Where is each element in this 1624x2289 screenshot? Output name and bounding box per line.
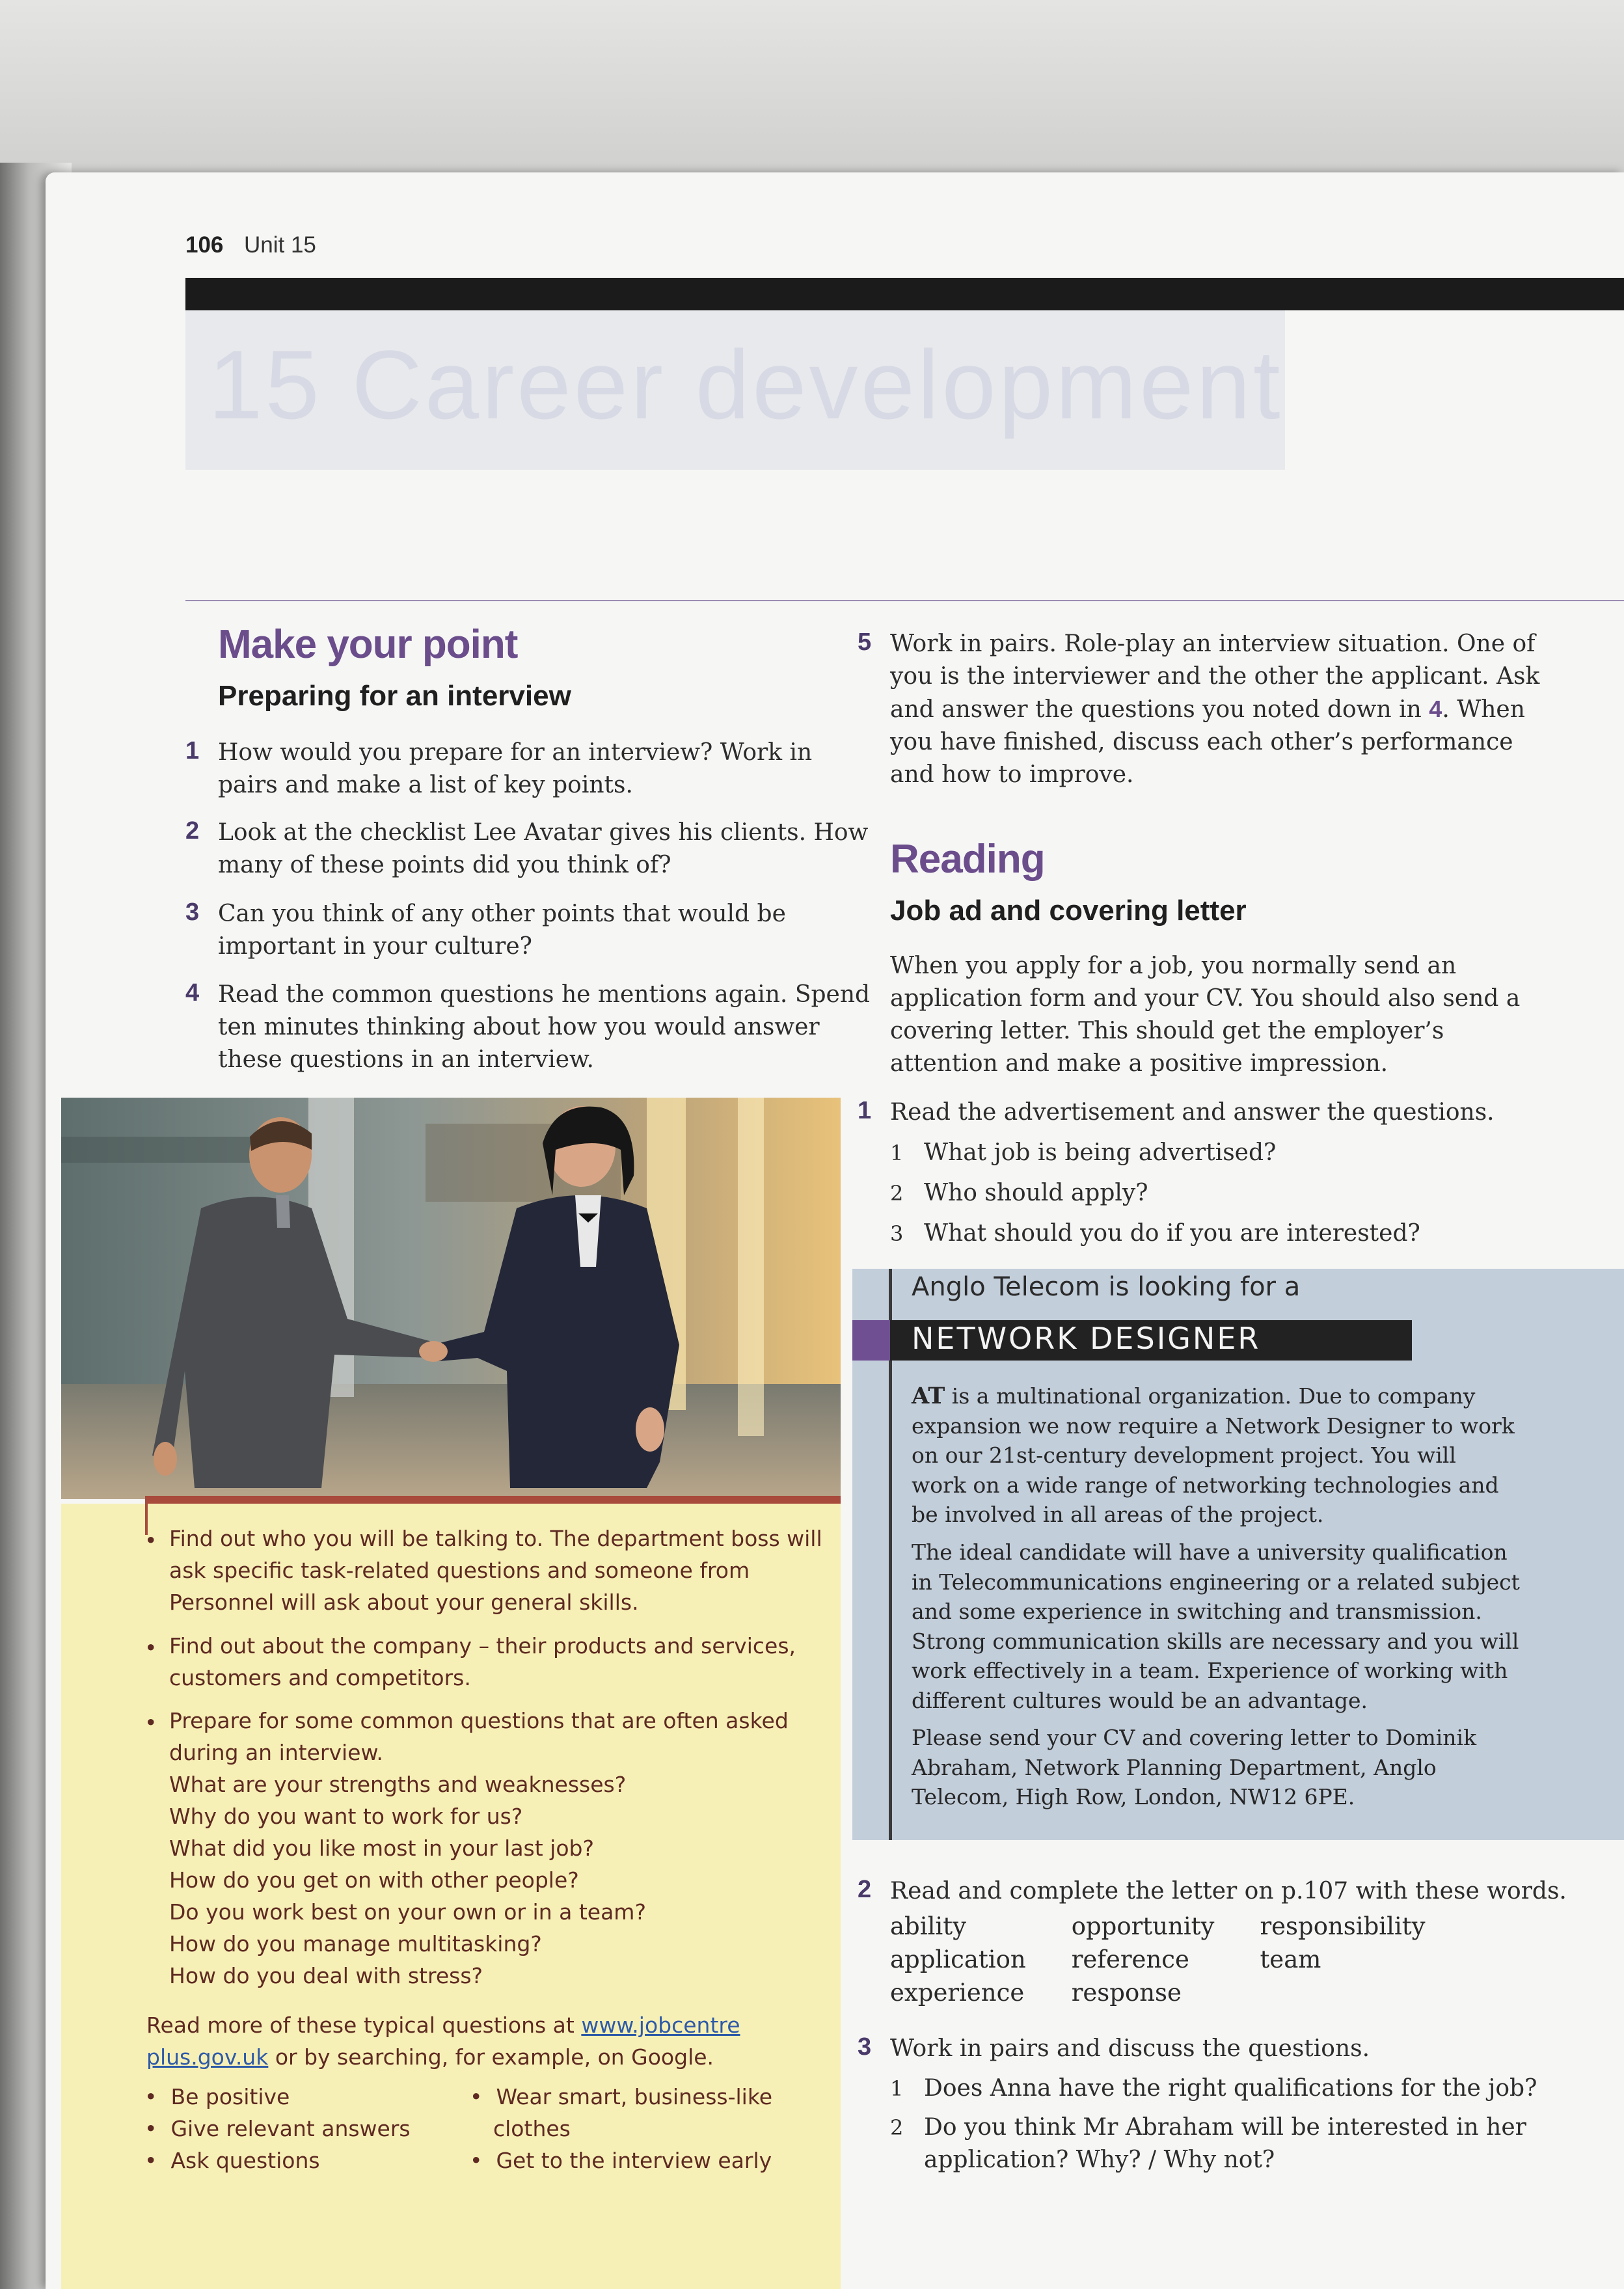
reading-task-3-items [890,2072,1537,2176]
question-number: 3 [858,2033,872,2061]
bullet-icon: • [144,2116,157,2141]
word: response [1071,1979,1182,2007]
word: application [890,1945,1026,1973]
checklist-point [169,1523,822,1618]
sub-question-number: 3 [890,1221,904,1246]
scan-background [0,0,1624,182]
question-number: 1 [185,737,200,765]
section-divider [185,600,1624,601]
sub-question [890,1137,1420,1169]
common-question: How do you get on with other people? [169,1867,579,1893]
reading-title: Reading [890,837,1045,882]
ad-paragraph-2 [912,1537,1582,1715]
ad-line: expansion we now require a Network Designer to work [912,1413,1515,1439]
ad-job-title: NETWORK DESIGNER [912,1321,1261,1356]
sub-question-number: 2 [890,2115,904,2140]
ad-line: in Telecommunications engineering or a related subject [912,1569,1520,1595]
word-bank [890,1910,1471,2009]
question-5-text: . When [1442,696,1525,723]
question-number: 3 [185,899,200,926]
tip-item [144,2113,411,2145]
company-initials: AT [912,1383,945,1409]
question-3-line: Can you think of any other points that would be [218,901,786,927]
tips-right [470,2081,772,2176]
read-more-text [146,2009,740,2073]
sub-question-text: Do you think Mr Abraham will be interested in her [924,2114,1526,2141]
reading-task-1-items [890,1137,1420,1250]
ad-line: and some experience in switching and transmission. [912,1599,1482,1624]
tip-item [144,2145,411,2176]
ad-line [912,1381,1582,1411]
word-row [890,1910,1471,1943]
ad-lead-text: Anglo Telecom is looking for a [912,1272,1301,1302]
ad-line: work effectively in a team. Experience of working with [912,1658,1508,1683]
tip-text: Wear smart, business-like [496,2084,773,2109]
question-number: 1 [858,1097,872,1124]
question-number: 5 [858,629,872,656]
question-1 [218,737,812,802]
make-your-point-title: Make your point [218,622,518,667]
tip-text: Ask questions [170,2148,320,2173]
checklist-point [169,1630,796,1694]
exercise-reference: 4 [1429,696,1442,722]
unit-label: Unit 15 [244,232,316,258]
reading-intro [890,950,1520,1080]
sub-question-text: What should you do if you are interested? [924,1220,1420,1247]
sub-question-text: What job is being advertised? [924,1139,1277,1166]
question-1-line: How would you prepare for an interview? Work in [218,739,813,766]
question-number: 2 [858,1876,872,1903]
page-number: 106 [185,232,224,258]
ad-line: Abraham, Network Planning Department, Anglo [912,1754,1437,1780]
word-row [890,1976,1471,2009]
ad-paragraph-3 [912,1723,1582,1812]
common-question: Why do you want to work for us? [169,1804,523,1829]
sub-question-text: Does Anna have the right qualifications for the job? [924,2075,1537,2102]
reading-subtitle: Job ad and covering letter [890,895,1247,927]
checklist-point [169,1705,789,1992]
reading-task-1: Read the advertisement and answer the questions. [890,1099,1495,1126]
word [1260,1976,1470,2009]
question-1-line: pairs and make a list of key points. [218,772,633,798]
ad-line: Please send your CV and covering letter to Dominik [912,1725,1477,1750]
ad-line: on our 21st-century development project. You will [912,1442,1456,1468]
word: reference [1071,1945,1189,1973]
ad-line: Telecom, High Row, London, NW12 6PE. [912,1784,1355,1809]
word: experience [890,1979,1025,2007]
question-2-line: Look at the checklist Lee Avatar gives his clients. How [218,819,869,846]
reading-task-2: Read and complete the letter on p.107 with these words. [890,1878,1567,1904]
sub-question [890,2111,1537,2144]
common-question: How do you deal with stress? [169,1963,483,1988]
sub-question-text: Who should apply? [924,1180,1148,1206]
question-4-line: Read the common questions he mentions again. Spend [218,981,871,1008]
sub-question [890,2072,1537,2105]
tip-text: Be positive [170,2084,290,2109]
question-number: 2 [185,817,200,845]
sub-question-text-cont: application? Why? / Why not? [924,2147,1275,2173]
header-bar [185,278,1624,310]
question-5-line: and how to improve. [890,761,1134,788]
common-question: How do you manage multitasking? [169,1931,542,1957]
tip-item [144,2081,411,2113]
bullet-icon: • [470,2084,483,2109]
word: team [1260,1945,1321,1973]
bullet-icon: • [144,1710,157,1735]
question-4-line: ten minutes thinking about how you would answer [218,1014,820,1040]
checklist-line: Find out about the company – their products and services, [169,1633,796,1659]
jobcentre-link[interactable]: www.jobcentre [581,2012,740,2038]
bullet-icon: • [470,2148,483,2173]
word: ability [890,1912,967,1940]
tip-item [470,2081,772,2113]
read-more-prefix: Read more of these typical questions at [146,2012,575,2038]
word-row [890,1943,1471,1976]
question-2 [218,817,868,882]
ad-line-text: is a multinational organization. Due to company [951,1383,1476,1409]
question-5-line: you have finished, discuss each other’s performance [890,729,1513,755]
read-more-suffix: or by searching, for example, on Google. [275,2044,714,2070]
common-question: What are your strengths and weaknesses? [169,1772,627,1797]
common-question: What did you like most in your last job? [169,1835,594,1861]
intro-line: covering letter. This should get the employer’s [890,1018,1444,1044]
bullet-icon: • [144,1635,157,1660]
common-question: Do you work best on your own or in a team? [169,1899,646,1925]
intro-line: application form and your CV. You should also send a [890,985,1521,1012]
sub-question-number: 2 [890,1181,904,1206]
ad-accent-block [852,1320,890,1361]
question-5-line: Work in pairs. Role-play an interview situation. One of [890,630,1536,657]
checklist-line: during an interview. [169,1740,383,1765]
tip-text: Get to the interview early [496,2148,772,2173]
bullet-icon: • [144,2148,157,2173]
read-more-line-2 [146,2041,740,2073]
intro-line: attention and make a positive impression. [890,1050,1388,1077]
question-4 [218,979,870,1076]
ad-line: The ideal candidate will have a university qualification [912,1539,1508,1565]
jobcentre-link-cont[interactable]: plus.gov.uk [146,2044,269,2070]
word: responsibility [1260,1912,1426,1940]
preparing-subtitle: Preparing for an interview [218,680,571,712]
bullet-icon: • [144,2084,157,2109]
show-through-title: 15 Career development [208,330,1283,439]
read-more-line-1 [146,2009,740,2041]
sub-question [890,1177,1420,1210]
tip-text-cont: clothes [493,2116,571,2141]
question-4-line: these questions in an interview. [218,1046,595,1073]
tip-item [470,2145,772,2176]
question-3 [218,898,786,963]
question-2-line: many of these points did you think of? [218,852,671,878]
ad-line: different cultures would be an advantage. [912,1687,1368,1713]
intro-line: When you apply for a job, you normally send an [890,953,1457,979]
question-number: 4 [185,979,200,1007]
question-5 [890,628,1539,791]
sub-question [890,1217,1420,1250]
ad-line: Strong communication skills are necessary and you will [912,1628,1519,1654]
textbook-page [46,172,1624,2289]
ad-paragraph-1 [912,1381,1582,1530]
question-5-text: and answer the questions you noted down in [890,696,1422,723]
ad-line: work on a wide range of networking technologies and [912,1472,1499,1498]
reading-task-3: Work in pairs and discuss the questions. [890,2035,1370,2062]
word: opportunity [1071,1912,1215,1940]
question-3-line: important in your culture? [218,933,532,960]
question-5-line [890,693,1539,726]
checklist-top-rule [146,1496,841,1504]
checklist-line: Find out who you will be talking to. The department boss will [169,1526,822,1551]
tips-left [144,2081,411,2176]
bullet-icon: • [144,1528,157,1553]
checklist-line: ask specific task-related questions and someone from [169,1558,750,1583]
handshake-illustration [61,1098,841,1499]
ad-line: be involved in all areas of the project. [912,1502,1324,1527]
checklist-line: Personnel will ask about your general skills. [169,1590,639,1615]
handshake-photo [61,1098,841,1499]
sub-question-number: 1 [890,2076,904,2101]
checklist-line: Prepare for some common questions that are often asked [169,1708,789,1733]
tip-text: Give relevant answers [170,2116,411,2141]
question-5-line: you is the interviewer and the other the applicant. Ask [890,663,1540,690]
sub-question-number: 1 [890,1141,904,1165]
checklist-line: customers and competitors. [169,1665,471,1690]
